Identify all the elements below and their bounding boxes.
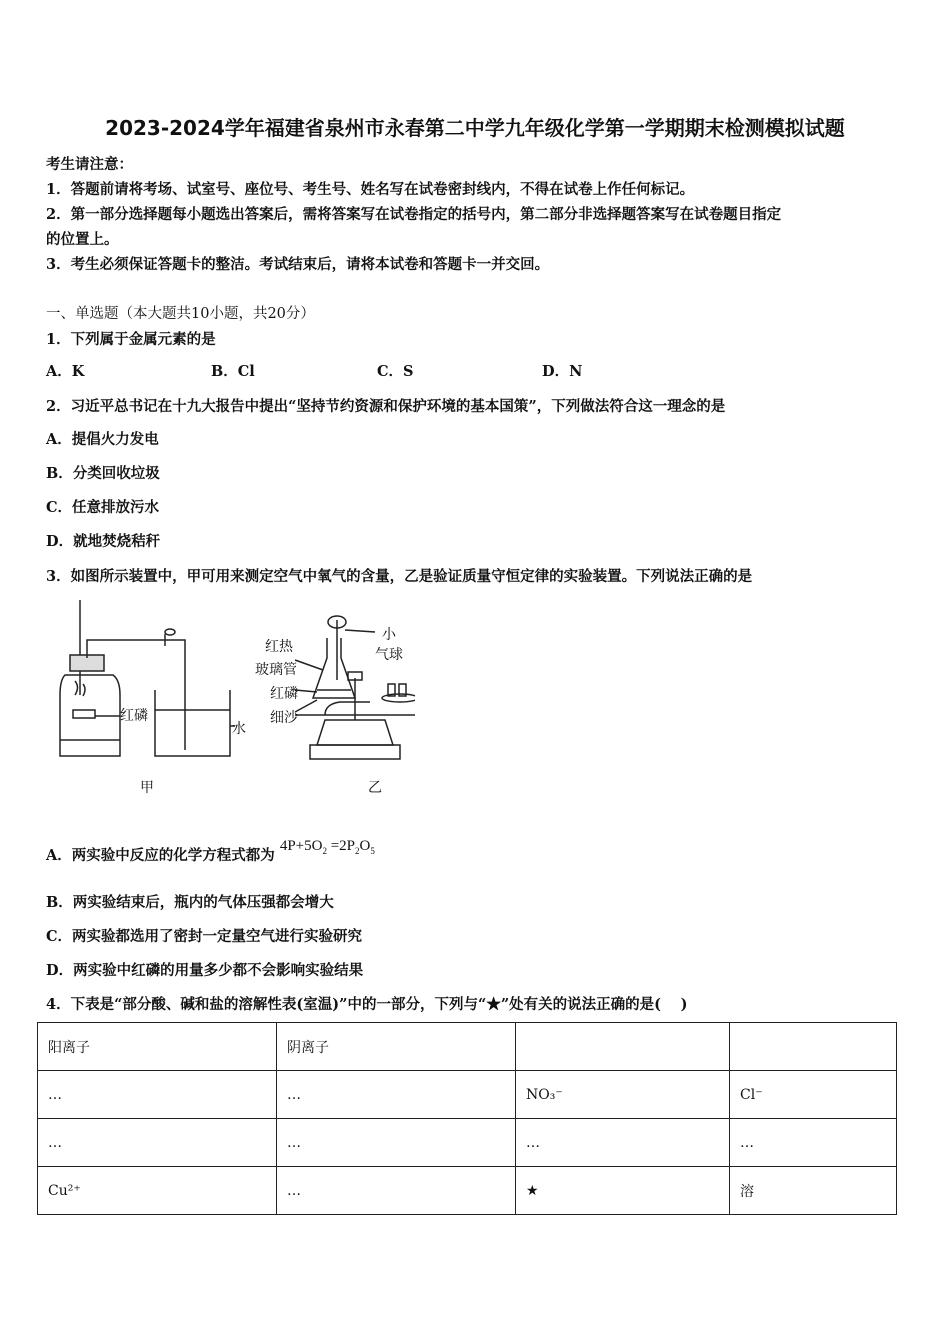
eq-rhs: =2P — [326, 838, 356, 854]
table-cell — [730, 1023, 897, 1071]
label-sand: 细沙 — [270, 710, 298, 726]
q3-apparatus-figure — [55, 600, 415, 800]
q1-option-a: A．K — [46, 363, 85, 380]
q4-stem: 4．下表是“部分酸、碱和盐的溶解性表(室温)”中的一部分，下列与“★”处有关的说法正确的是( ) — [46, 996, 688, 1013]
q2-option-b: B．分类回收垃圾 — [46, 465, 160, 482]
table-cell: … — [277, 1119, 516, 1167]
eq-p-sub: 2 — [355, 846, 360, 856]
notice-item-2: 2．第一部分选择题每小题选出答案后，需将答案写在试卷指定的括号内，第二部分非选择题答案写在试卷题目指定 — [46, 206, 782, 223]
eq-lhs-sub: 2 — [322, 846, 327, 856]
q3-stem: 3．如图所示装置中，甲可用来测定空气中氧气的含量，乙是验证质量守恒定律的实验装置。下列说法正确的是 — [46, 568, 753, 585]
section-heading: 一、单选题（本大题共10小题，共20分） — [46, 306, 315, 322]
table-cell: NO₃⁻ — [516, 1071, 730, 1119]
q2-option-a: A．提倡火力发电 — [46, 431, 159, 448]
q1-option-d: D．N — [542, 363, 583, 380]
eq-o-sub: 5 — [370, 846, 375, 856]
label-red-phosphorus-yi: 红磷 — [270, 686, 298, 702]
q3-option-d: D．两实验中红磷的用量多少都不会影响实验结果 — [46, 962, 364, 979]
table-row — [38, 1071, 897, 1119]
table-row — [38, 1167, 897, 1215]
table-cell: 阳离子 — [38, 1023, 277, 1071]
label-red-phosphorus-jia: 红磷 — [120, 708, 148, 724]
label-water: 水 — [232, 721, 246, 737]
label-hot-glass-2: 玻璃管 — [255, 662, 297, 678]
table-cell: ★ — [516, 1167, 730, 1215]
label-balloon-1: 小 — [382, 627, 396, 643]
q1-stem: 1．下列属于金属元素的是 — [46, 331, 216, 348]
notice-heading: 考生请注意： — [46, 156, 133, 173]
label-yi: 乙 — [368, 780, 382, 796]
table-cell: … — [730, 1119, 897, 1167]
table-cell: … — [38, 1071, 277, 1119]
table-cell: Cl⁻ — [730, 1071, 897, 1119]
q2-stem: 2．习近平总书记在十九大报告中提出“坚持节约资源和保护环境的基本国策”，下列做法符合这一理念的是 — [46, 398, 726, 415]
notice-item-2-cont: 的位置上。 — [46, 231, 119, 248]
q3-option-a — [46, 838, 375, 866]
eq-lhs: 4P+5O — [279, 838, 323, 854]
notice-item-3: 3．考生必须保证答题卡的整洁。考试结束后，请将本试卷和答题卡一并交回。 — [46, 256, 550, 273]
table-cell: … — [277, 1071, 516, 1119]
q2-option-c: C．任意排放污水 — [46, 499, 160, 516]
q3-option-b: B．两实验结束后，瓶内的气体压强都会增大 — [46, 894, 334, 911]
q2-option-d: D．就地焚烧秸秆 — [46, 533, 161, 550]
table-cell: … — [38, 1119, 277, 1167]
q3-option-c: C．两实验都选用了密封一定量空气进行实验研究 — [46, 928, 363, 945]
q3-option-a-text: A．两实验中反应的化学方程式都为 — [46, 847, 275, 864]
table-cell: … — [516, 1119, 730, 1167]
label-jia: 甲 — [140, 780, 154, 796]
table-cell: 阴离子 — [277, 1023, 516, 1071]
table-cell — [516, 1023, 730, 1071]
table-row — [38, 1119, 897, 1167]
q1-option-b: B．Cl — [211, 363, 255, 380]
eq-o: O — [359, 838, 371, 854]
table-cell: … — [277, 1167, 516, 1215]
table-cell: Cu²⁺ — [38, 1167, 277, 1215]
q1-option-c: C．S — [377, 363, 414, 380]
notice-item-1: 1．答题前请将考场、试室号、座位号、考生号、姓名写在试卷密封线内，不得在试卷上作任何标记。 — [46, 181, 695, 198]
chemical-equation — [280, 838, 375, 854]
solubility-table — [37, 1022, 897, 1215]
label-hot-glass-1: 红热 — [265, 639, 293, 655]
table-cell: 溶 — [730, 1167, 897, 1215]
page-title: 2023-2024学年福建省泉州市永春第二中学九年级化学第一学期期末检测模拟试题 — [105, 116, 845, 140]
table-row — [38, 1023, 897, 1071]
label-balloon-2: 气球 — [375, 647, 403, 663]
